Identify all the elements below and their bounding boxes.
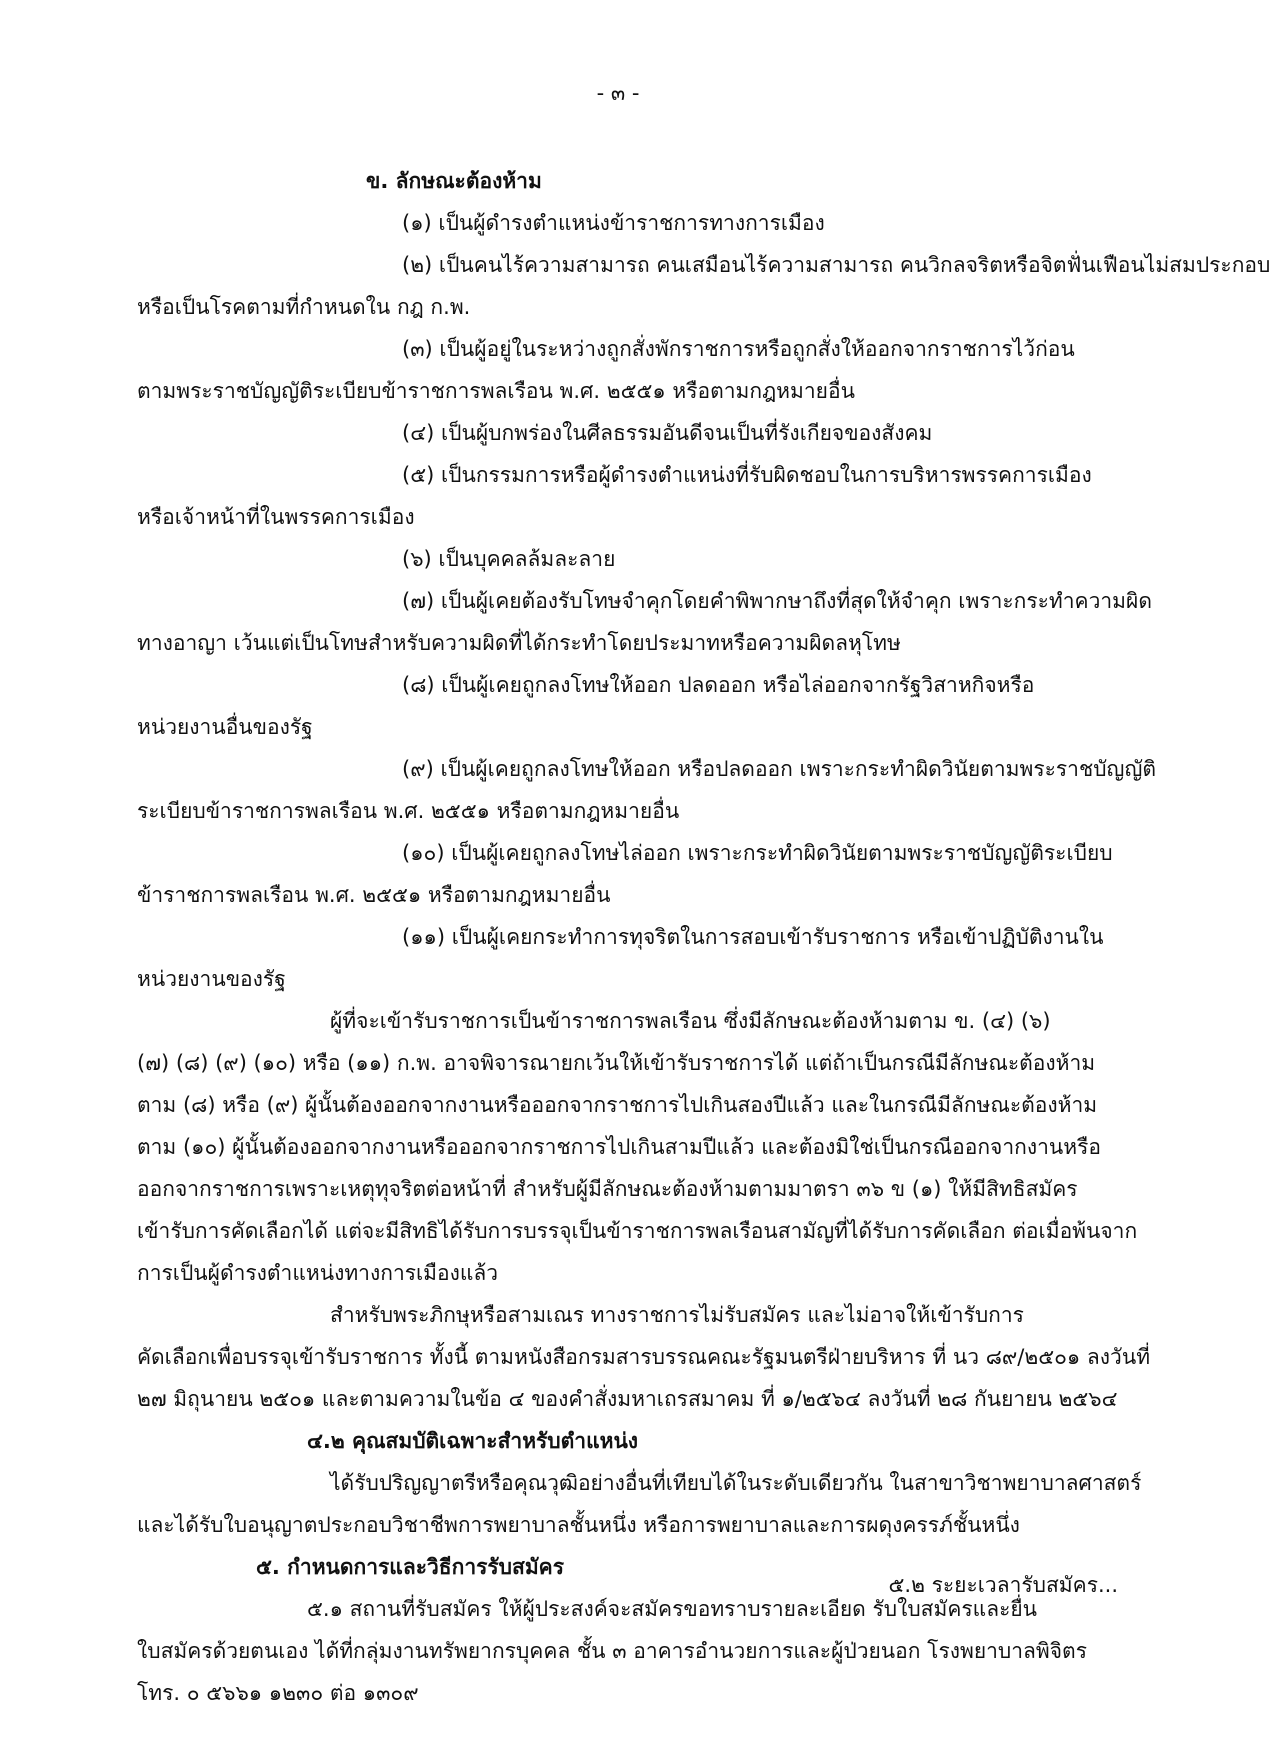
- text-line: (๒) เป็นคนไร้ความสามารถ คนเสมือนไร้ความสามารถ คนวิกลจริตหรือจิตฟั่นเฟือนไม่สมประกอบ: [402, 253, 1270, 277]
- page-number: - ๓ -: [596, 81, 640, 105]
- text-line: (๗) (๘) (๙) (๑๐) หรือ (๑๑) ก.พ. อาจพิจารณายกเว้นให้เข้ารับราชการได้ แต่ถ้าเป็นกรณีมีลักษณะต้องห้าม: [137, 1051, 1096, 1075]
- text-line: (๖) เป็นบุคคลล้มละลาย: [402, 547, 616, 571]
- text-line: ทางอาญา เว้นแต่เป็นโทษสำหรับความผิดที่ได้กระทำโดยประมาทหรือความผิดลหุโทษ: [137, 631, 901, 655]
- text-line: เข้ารับการคัดเลือกได้ แต่จะมีสิทธิได้รับการบรรจุเป็นข้าราชการพลเรือนสามัญที่ได้รับการคัดเลือก ต่อเมื่อพ้นจาก: [137, 1219, 1138, 1243]
- text-line: สำหรับพระภิกษุหรือสามเณร ทางราชการไม่รับสมัคร และไม่อาจให้เข้ารับการ: [330, 1303, 1024, 1327]
- text-line: คัดเลือกเพื่อบรรจุเข้ารับราชการ ทั้งนี้ ตามหนังสือกรมสารบรรณคณะรัฐมนตรีฝ่ายบริหาร ที่ นว ๘๙/๒๕๐๑ ลงวันที่: [137, 1345, 1151, 1369]
- text-line: (๙) เป็นผู้เคยถูกลงโทษให้ออก หรือปลดออก เพราะกระทำผิดวินัยตามพระราชบัญญัติ: [402, 757, 1156, 781]
- text-line: ตาม (๑๐) ผู้นั้นต้องออกจากงานหรือออกจากราชการไปเกินสามปีแล้ว และต้องมิใช่เป็นกรณีออกจากงานหรือ: [137, 1135, 1101, 1159]
- text-line: (๑) เป็นผู้ดำรงตำแหน่งข้าราชการทางการเมือง: [402, 211, 825, 235]
- text-line: (๘) เป็นผู้เคยถูกลงโทษให้ออก ปลดออก หรือไล่ออกจากรัฐวิสาหกิจหรือ: [402, 673, 1035, 697]
- text-line: ได้รับปริญญาตรีหรือคุณวุฒิอย่างอื่นที่เทียบได้ในระดับเดียวกัน ในสาขาวิชาพยาบาลศาสตร์: [330, 1471, 1142, 1495]
- heading-specific-qualifications: ๔.๒ คุณสมบัติเฉพาะสำหรับตำแหน่ง: [307, 1429, 639, 1453]
- text-line: การเป็นผู้ดำรงตำแหน่งทางการเมืองแล้ว: [137, 1261, 499, 1285]
- text-line: ข้าราชการพลเรือน พ.ศ. ๒๕๕๑ หรือตามกฎหมายอื่น: [137, 883, 611, 907]
- text-line: ๒๗ มิถุนายน ๒๕๐๑ และตามความในข้อ ๔ ของคำสั่งมหาเถรสมาคม ที่ ๑/๒๕๖๔ ลงวันที่ ๒๘ กันยายน ๒๕๖๔: [137, 1387, 1118, 1411]
- continuation-note: ๕.๒ ระยะเวลารับสมัคร...: [888, 1573, 1118, 1597]
- text-line: หรือเป็นโรคตามที่กำหนดใน กฎ ก.พ.: [137, 295, 471, 319]
- text-line: โทร. ๐ ๕๖๖๑ ๑๒๓๐ ต่อ ๑๓๐๙: [137, 1681, 419, 1705]
- text-line: และได้รับใบอนุญาตประกอบวิชาชีพการพยาบาลชั้นหนึ่ง หรือการพยาบาลและการผดุงครรภ์ชั้นหนึ่ง: [137, 1513, 1020, 1537]
- text-line: (๕) เป็นกรรมการหรือผู้ดำรงตำแหน่งที่รับผิดชอบในการบริหารพรรคการเมือง: [402, 463, 1092, 487]
- text-line: หน่วยงานของรัฐ: [137, 967, 286, 991]
- heading-prohibited-characteristics: ข. ลักษณะต้องห้าม: [366, 169, 542, 193]
- text-line: (๑๐) เป็นผู้เคยถูกลงโทษไล่ออก เพราะกระทำผิดวินัยตามพระราชบัญญัติระเบียบ: [402, 841, 1113, 865]
- text-line: ตาม (๘) หรือ (๙) ผู้นั้นต้องออกจากงานหรือออกจากราชการไปเกินสองปีแล้ว และในกรณีมีลักษณะต้องห้าม: [137, 1093, 1098, 1117]
- document-body: [137, 160, 1270, 1714]
- text-line: หน่วยงานอื่นของรัฐ: [137, 715, 313, 739]
- text-line: (๔) เป็นผู้บกพร่องในศีลธรรมอันดีจนเป็นที่รังเกียจของสังคม: [402, 421, 933, 445]
- text-line: ผู้ที่จะเข้ารับราชการเป็นข้าราชการพลเรือน ซึ่งมีลักษณะต้องห้ามตาม ข. (๔) (๖): [330, 1009, 1051, 1033]
- text-line: (๓) เป็นผู้อยู่ในระหว่างถูกสั่งพักราชการหรือถูกสั่งให้ออกจากราชการไว้ก่อน: [402, 337, 1075, 361]
- text-line: (๗) เป็นผู้เคยต้องรับโทษจำคุกโดยคำพิพากษาถึงที่สุดให้จำคุก เพราะกระทำความผิด: [402, 589, 1152, 613]
- text-line: ๕.๑ สถานที่รับสมัคร ให้ผู้ประสงค์จะสมัครขอทราบรายละเอียด รับใบสมัครและยื่น: [307, 1597, 1038, 1621]
- heading-application-schedule: ๕. กำหนดการและวิธีการรับสมัคร: [256, 1555, 564, 1579]
- text-line: ตามพระราชบัญญัติระเบียบข้าราชการพลเรือน พ.ศ. ๒๕๕๑ หรือตามกฎหมายอื่น: [137, 379, 855, 403]
- text-line: ระเบียบข้าราชการพลเรือน พ.ศ. ๒๕๕๑ หรือตามกฎหมายอื่น: [137, 799, 680, 823]
- text-line: (๑๑) เป็นผู้เคยกระทำการทุจริตในการสอบเข้ารับราชการ หรือเข้าปฏิบัติงานใน: [402, 925, 1104, 949]
- text-line: หรือเจ้าหน้าที่ในพรรคการเมือง: [137, 505, 415, 529]
- text-line: ออกจากราชการเพราะเหตุทุจริตต่อหน้าที่ สำหรับผู้มีลักษณะต้องห้ามตามมาตรา ๓๖ ข (๑) ให้มีสิทธิสมัคร: [137, 1177, 1078, 1201]
- text-line: ใบสมัครด้วยตนเอง ได้ที่กลุ่มงานทรัพยากรบุคคล ชั้น ๓ อาคารอำนวยการและผู้ป่วยนอก โรงพยาบาลพิจิตร: [137, 1639, 1087, 1663]
